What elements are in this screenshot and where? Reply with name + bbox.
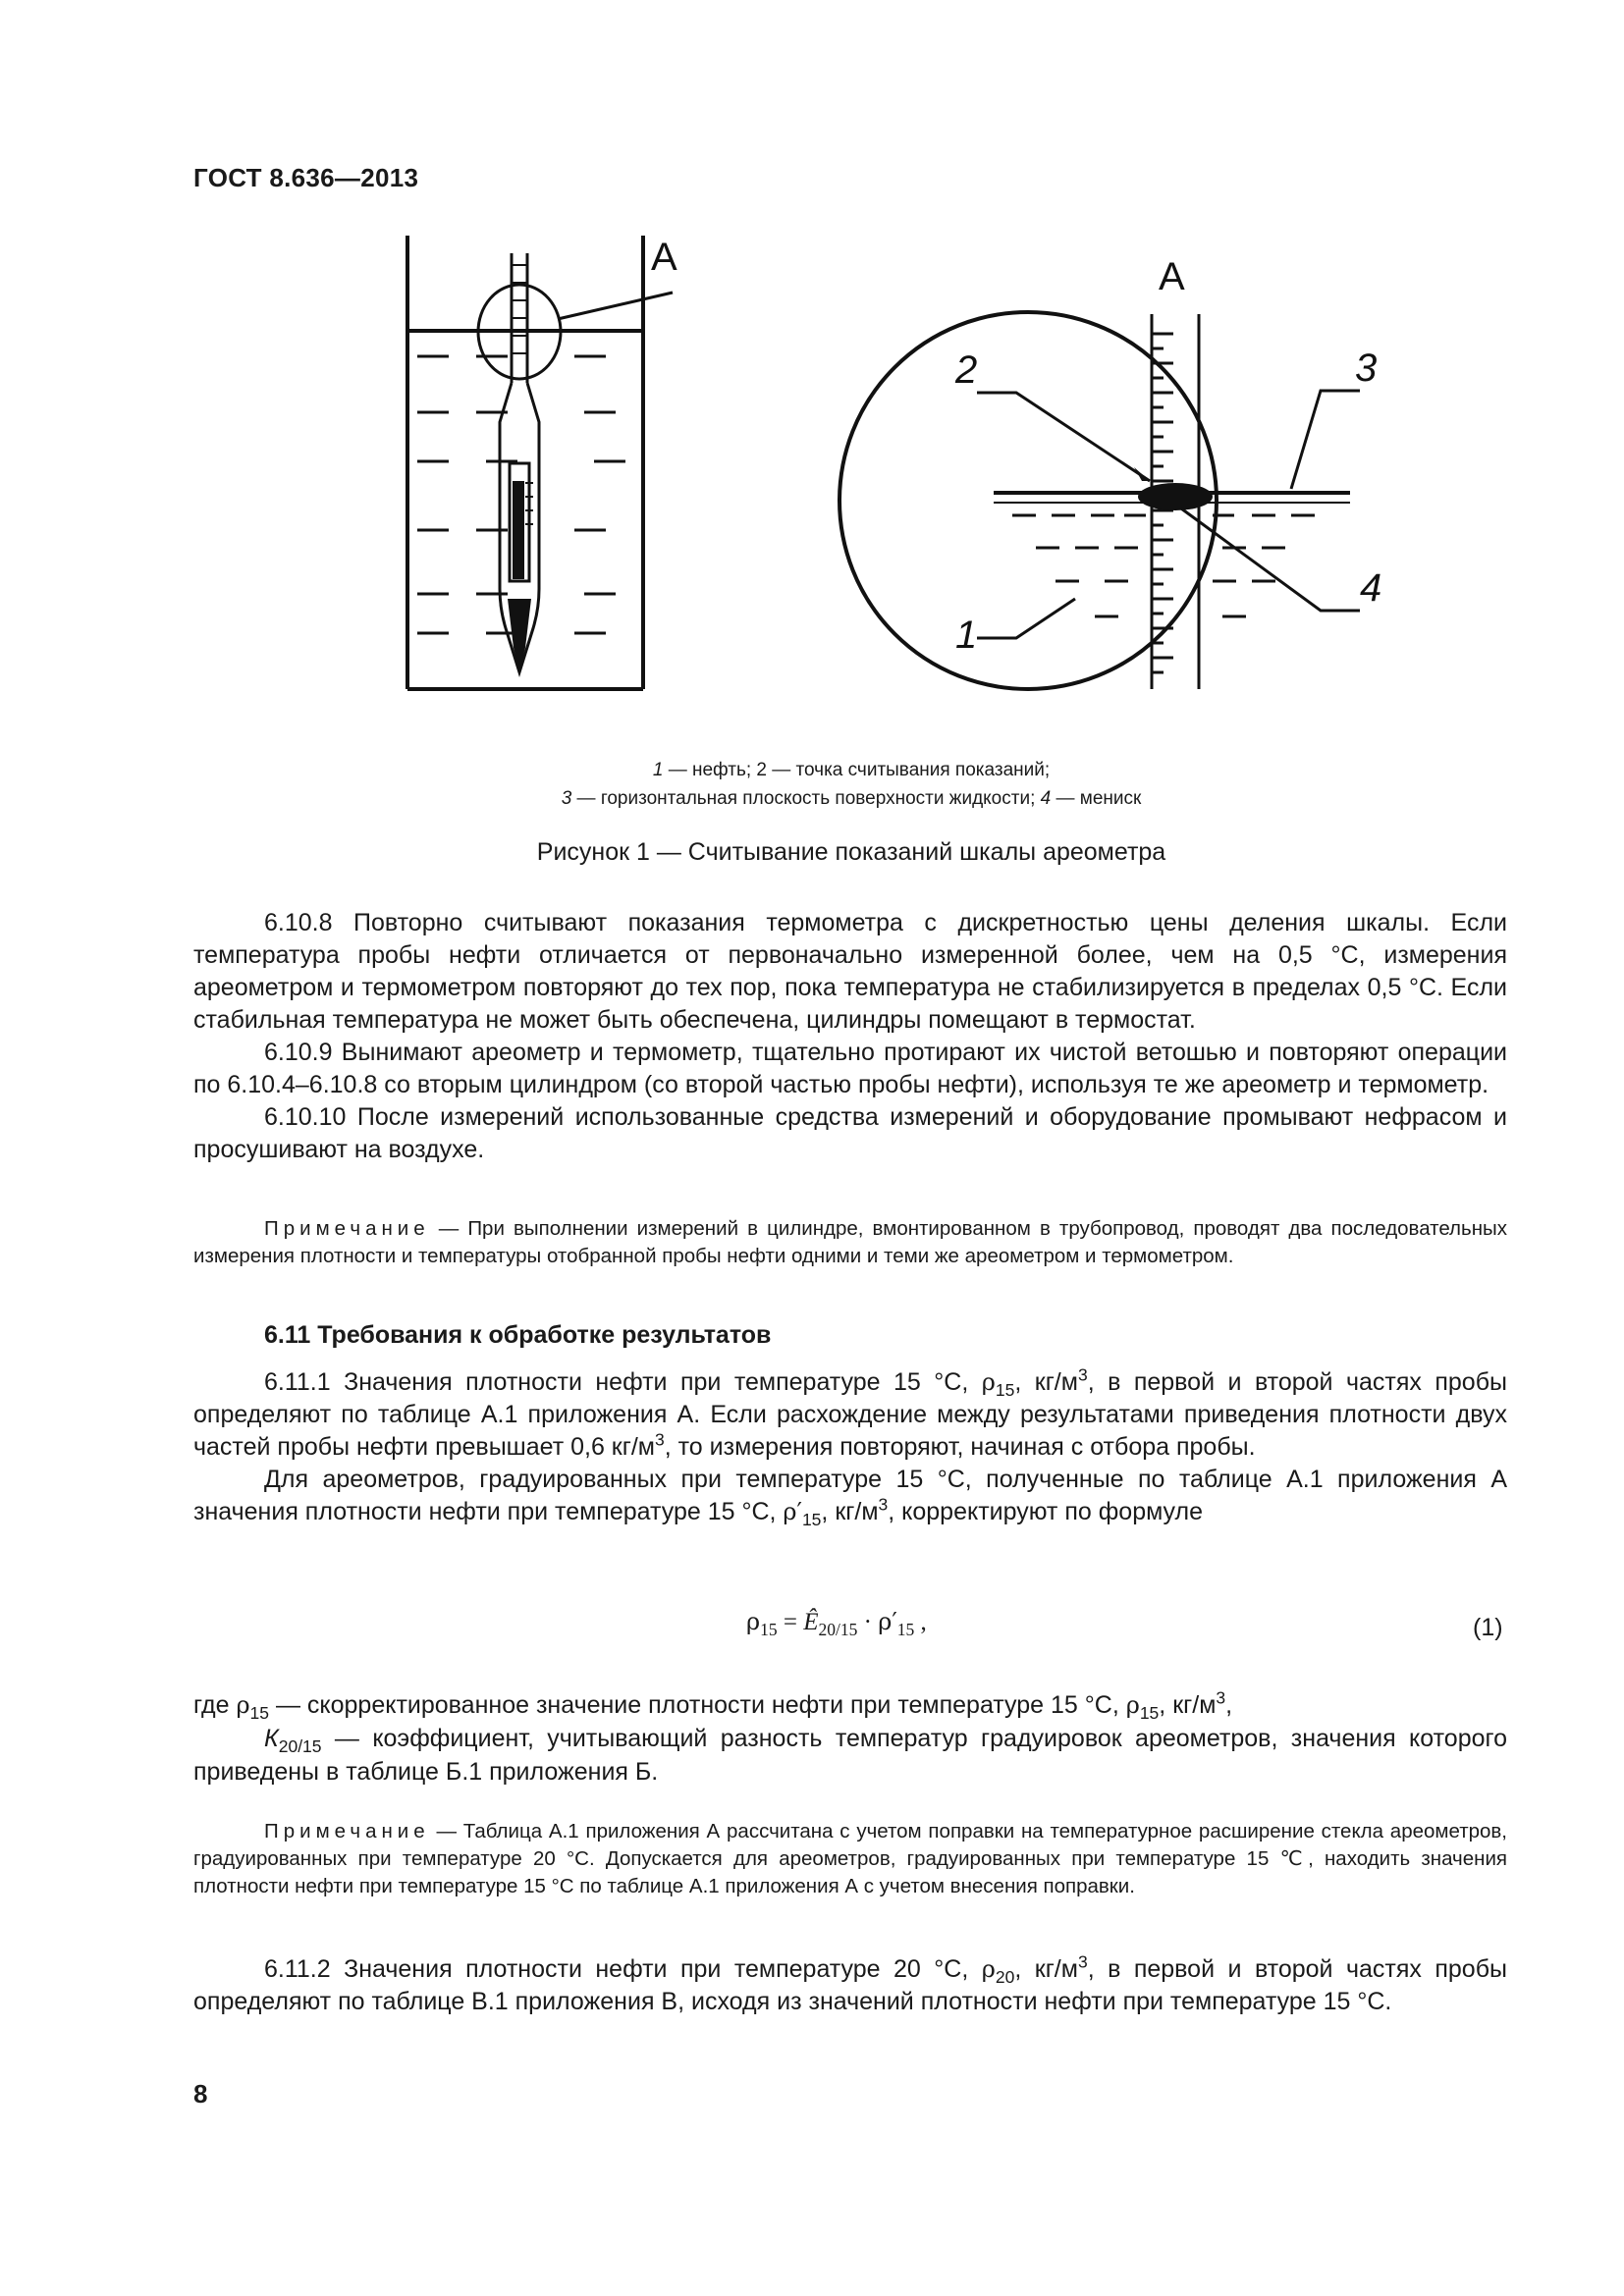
legend-line-1: 1 — нефть; 2 — точка считывания показаний; [652,760,1051,780]
section-6-11-block [193,1366,1507,1528]
equation-number: (1) [1473,1614,1503,1641]
note-text: — Таблица А.1 приложения А рассчитана с учетом поправки на температурное расширение стекла ареометров, градуированных при температуре 20 °С. Допускается для ареометров, градуированных при температуре 15 ℃, находить значения плотности нефти при температуре 15 °С по таблице А.1 приложения А с учетом внесения поправки. [193,1820,1507,1897]
magnified-view [839,312,1360,689]
paragraph-6-11-1: 6.11.1 Значения плотности нефти при температуре 15 °С, $\rho_{15}$, $кг/м^3$, в первой и второй частях пробы определяют по таблице А.1 приложения А. Если расхождение между результатами приведения плотности двух частей пробы нефти превышает 0,6 $кг/м^3$, то измерения повторяют, начиная с отбора пробы. [193,1364,1507,1461]
document-code: ГОСТ 8.636—2013 [193,163,419,192]
section-heading-6-11: 6.11 Требования к обработке результатов [264,1321,772,1349]
section-6-11-2-block [193,1953,1507,2018]
paragraph-6-10-10: 6.10.10 После измерений использованные средства измерений и оборудование промывают нефрасом и просушивают на воздухе. [193,1103,1507,1163]
formula-1: $\rho_{15}$ = $Ê_{20/15} \cdot \rho'_{15}$ , [746,1608,927,1639]
callout-1: 1 [955,614,978,657]
figure-caption: Рисунок 1 — Считывание показаний шкалы ареометра [536,838,1166,866]
figure-legend [193,756,1509,813]
note-text: — При выполнении измерений в цилиндре, вмонтированном в трубопровод, проводят два последовательных измерения плотности и температуры отобранной пробы нефти одними и теми же ареометром и термометром. [193,1217,1507,1267]
legend-line-2: 3 — горизонтальная плоскость поверхности жидкости; 4 — мениск [561,788,1142,809]
callout-4: 4 [1360,566,1382,610]
callout-3: 3 [1355,347,1378,390]
left-label-a: А [651,236,677,279]
section-6-10-block [193,907,1507,1166]
where-k: $К_{20/15}$ — коэффициент, учитывающий разность температур градуировок ареометров, значения которого приведены в таблице Б.1 приложения Б. [193,1725,1507,1786]
where-rho15: где $\rho_{15}$ — скорректированное значение плотности нефти при температуре 15 °С, $\rho_{15}$, $кг/м^3$, [193,1687,1233,1723]
callout-2: 2 [955,348,978,392]
paragraph-6-10-9: 6.10.9 Вынимают ареометр и термометр, тщательно протирают их чистой ветошью и повторяют операции по 6.10.4–6.10.8 со вторым цилиндром (со второй частью пробы нефти), используя те же ареометр и термометр. [193,1039,1507,1098]
hydrometer-figure [388,236,1389,697]
cylinder-diagram [407,236,673,689]
page-number: 8 [193,2079,208,2109]
formula-where [193,1688,1507,1789]
note-2 [193,1818,1507,1900]
note-label: Примечание [264,1217,430,1240]
paragraph-6-10-8: 6.10.8 Повторно считывают показания термометра с дискретностью цены деления шкалы. Если температура пробы нефти отличается от первоначально измеренной более, чем на 0,5 °С, измерения ареометром и термометром повторяют до тех пор, пока температура не стабилизируется в пределах 0,5 °С. Если стабильная температура не может быть обеспечена, цилиндры помещают в термостат. [193,909,1507,1034]
right-label-a: А [1159,255,1185,298]
paragraph-hydrometers-15: Для ареометров, градуированных при температуре 15 °С, полученные по таблице А.1 приложения А значения плотности нефти при температуре 15 °С, $\rho'_{15}$, $кг/м^3$, корректируют по формуле [193,1466,1507,1529]
note-label: Примечание [264,1820,430,1842]
paragraph-6-11-2: 6.11.2 Значения плотности нефти при температуре 20 °С, $\rho_{20}$, $кг/м^3$, в первой и второй частях пробы определяют по таблице В.1 приложения В, исходя из значений плотности нефти при температуре 15 °С. [193,1951,1507,2015]
note-1 [193,1215,1507,1270]
